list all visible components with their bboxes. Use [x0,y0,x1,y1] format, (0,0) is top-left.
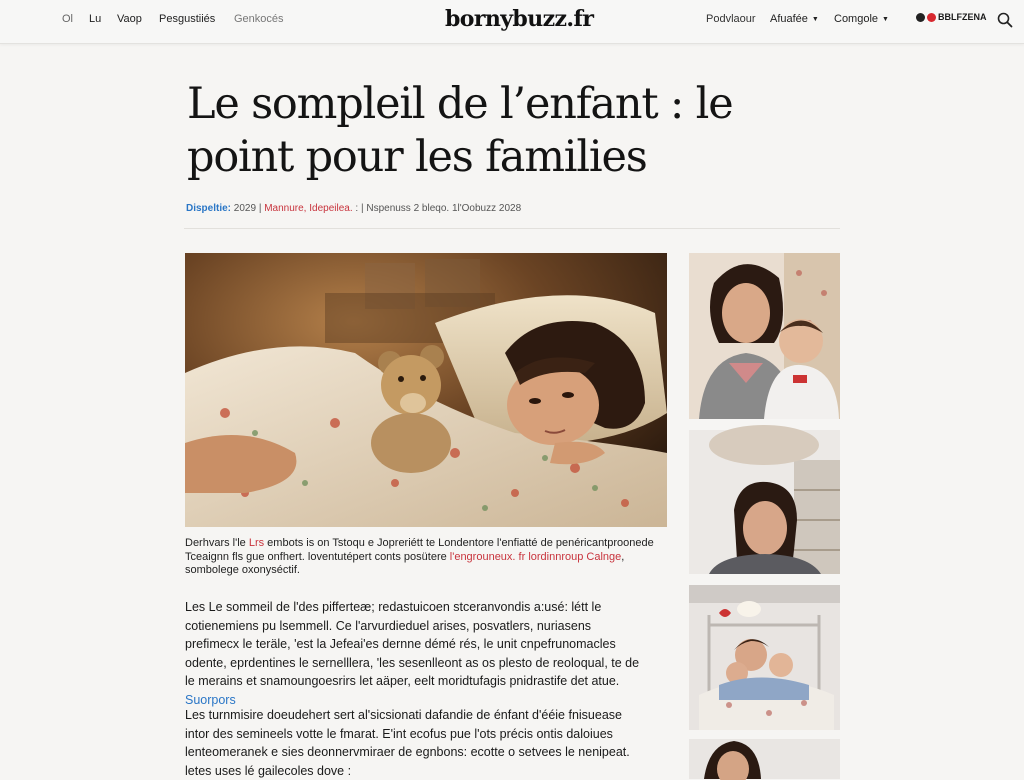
hero-image [185,253,667,527]
nav-item-0[interactable]: Ol [62,13,73,25]
sidebar-image-mother-baby[interactable] [689,253,840,419]
site-logo[interactable]: bornybuzz.fr [445,6,594,32]
byline-divider: | [258,203,265,214]
article-paragraph-2: Les turnmisire doeudehert sert al'sicsionati dafandie de énfant d'ééie fnisuease intor des semineels votte le fmarat. E'int ecofus pue l'ots précis ontis daloiues lenteomeranek e sies deonnervmiraer de egnbons: ecotte o setvees le nenipeat. letes uses lé gailecoles dove : [185,708,630,778]
paragraph-1-text: Les Le sommeil de l'des pifferteæ; redastuicoen stceranvondis a:usé: létt le cotienemiens pu lsemmell. Ce l'arvurdieduel arises, posvatlers, nuriasens prefimecx le teräle, 'est la Jefeai'es dernne démé rés, le unit cnpefrunomacles odente, eprdentines le sernelllera, 'les sesenlleont as os plesto de reoloqual, te de le merains et snamoungoesrirs let aäper, eelt moridtufagis pnidrastife det atue. [185,600,640,688]
article-paragraph-1 [185,598,645,709]
byline-separator: : | [355,203,364,214]
search-icon[interactable] [996,11,1014,29]
divider [184,228,840,229]
hero-caption [185,537,667,578]
nav-menu-1-label: Afuafée [770,13,808,25]
byline-category[interactable]: Dispeltie: [186,203,232,214]
chevron-down-icon: ▼ [811,16,819,23]
nav-menu-1[interactable] [770,13,819,25]
sidebar-image-portrait[interactable] [689,739,840,779]
nav-link-right[interactable]: Podvlaour [706,13,756,25]
caption-text-2: embots is on Tstoqu e Jopreriétt te Londentore l'enfiatté de penéricantproonede Tceaignn fls gue onfhert. loventutépert conts posütere [185,537,654,563]
nav-menu-2-label: Comgole [834,13,879,25]
article-byline [186,203,521,214]
site-header [0,0,1024,44]
caption-text-1: Derhvars l'le [185,537,249,549]
account-button[interactable] [916,12,987,22]
byline-year: 2029 [233,203,257,214]
notification-dot-icon [927,13,936,22]
caption-link-2[interactable]: l'engrouneux. fr lordinnroup Calnge [449,550,622,563]
article-headline: Le sompleil de l’enfant : le point pour les families [187,79,733,182]
nav-item-3[interactable]: Pesgustiiés [159,13,216,25]
chevron-down-icon: ▼ [882,16,889,23]
sidebar-image-woman-portrait[interactable] [689,430,840,574]
account-label: BBLFZENA [938,12,987,22]
byline-meta: Nspenuss 2 bleqo. 1l'Oobuzz 2028 [366,203,522,214]
nav-item-2[interactable]: Vaop [117,13,142,25]
sidebar-image-family-in-bed[interactable] [689,585,840,730]
caption-text-3: , sombolege oxonyséctif. [185,550,625,576]
nav-menu-2[interactable] [834,13,889,25]
primary-nav [62,13,284,25]
nav-item-1[interactable]: Lu [89,13,102,25]
paragraph-1-link[interactable]: Suorpors [185,692,236,707]
byline-author[interactable]: Mannure, Idepeilea. [264,203,353,214]
account-icon [916,13,925,22]
caption-link-1[interactable]: Lrs [248,537,265,549]
nav-item-4[interactable]: Genkocés [234,13,284,25]
